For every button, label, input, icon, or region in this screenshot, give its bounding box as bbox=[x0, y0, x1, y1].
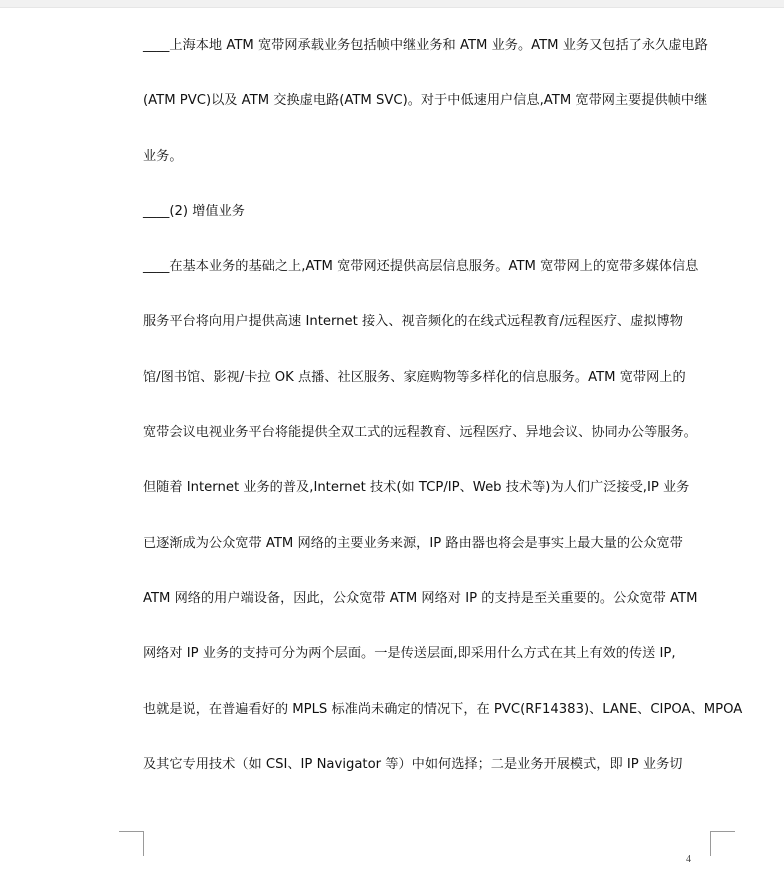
margin-corner-mark-right bbox=[710, 831, 735, 856]
page-top-edge bbox=[0, 0, 784, 8]
text-line: 宽带会议电视业务平台将能提供全双工式的远程教育、远程医疗、异地会议、协同办公等服务。 bbox=[143, 425, 697, 441]
section-heading: ____(2) 增值业务 bbox=[143, 203, 245, 219]
page-number: 4 bbox=[686, 854, 691, 865]
document-body bbox=[143, 32, 743, 806]
text-line: 网络对 IP 业务的支持可分为两个层面。一是传送层面,即采用什么方式在其上有效的传送 IP, bbox=[143, 646, 676, 662]
text-line: ____上海本地 ATM 宽带网承载业务包括帧中继业务和 ATM 业务。ATM 业务又包括了永久虚电路 bbox=[143, 38, 708, 53]
text-line: ____在基本业务的基础之上,ATM 宽带网还提供高层信息服务。ATM 宽带网上的宽带多媒体信息 bbox=[143, 259, 699, 275]
text-line: (ATM PVC)以及 ATM 交换虚电路(ATM SVC)。对于中低速用户信息,ATM 宽带网主要提供帧中继 bbox=[143, 93, 708, 109]
text-line: ATM 网络的用户端设备，因此，公众宽带 ATM 网络对 IP 的支持是至关重要的。公众宽带 ATM bbox=[143, 590, 698, 606]
text-line: 已逐渐成为公众宽带 ATM 网络的主要业务来源，IP 路由器也将会是事实上最大量的公众宽带 bbox=[143, 535, 683, 551]
text-line: 服务平台将向用户提供高速 Internet 接入、视音频化的在线式远程教育/远程医疗、虚拟博物 bbox=[143, 314, 683, 330]
text-line: 及其它专用技术（如 CSI、IP Navigator 等）中如何选择；二是业务开展模式，即 IP 业务切 bbox=[143, 756, 683, 772]
text-line: 也就是说，在普遍看好的 MPLS 标准尚未确定的情况下，在 PVC(RF14383)、LANE、CIPOA、MPOA bbox=[143, 701, 743, 717]
text-line: 但随着 Internet 业务的普及,Internet 技术(如 TCP/IP、Web 技术等)为人们广泛接受,IP 业务 bbox=[143, 480, 690, 496]
margin-corner-mark-left bbox=[119, 831, 144, 856]
text-line: 业务。 bbox=[143, 148, 183, 164]
text-line: 馆/图书馆、影视/卡拉 OK 点播、社区服务、家庭购物等多样化的信息服务。ATM 宽带网上的 bbox=[143, 369, 686, 385]
